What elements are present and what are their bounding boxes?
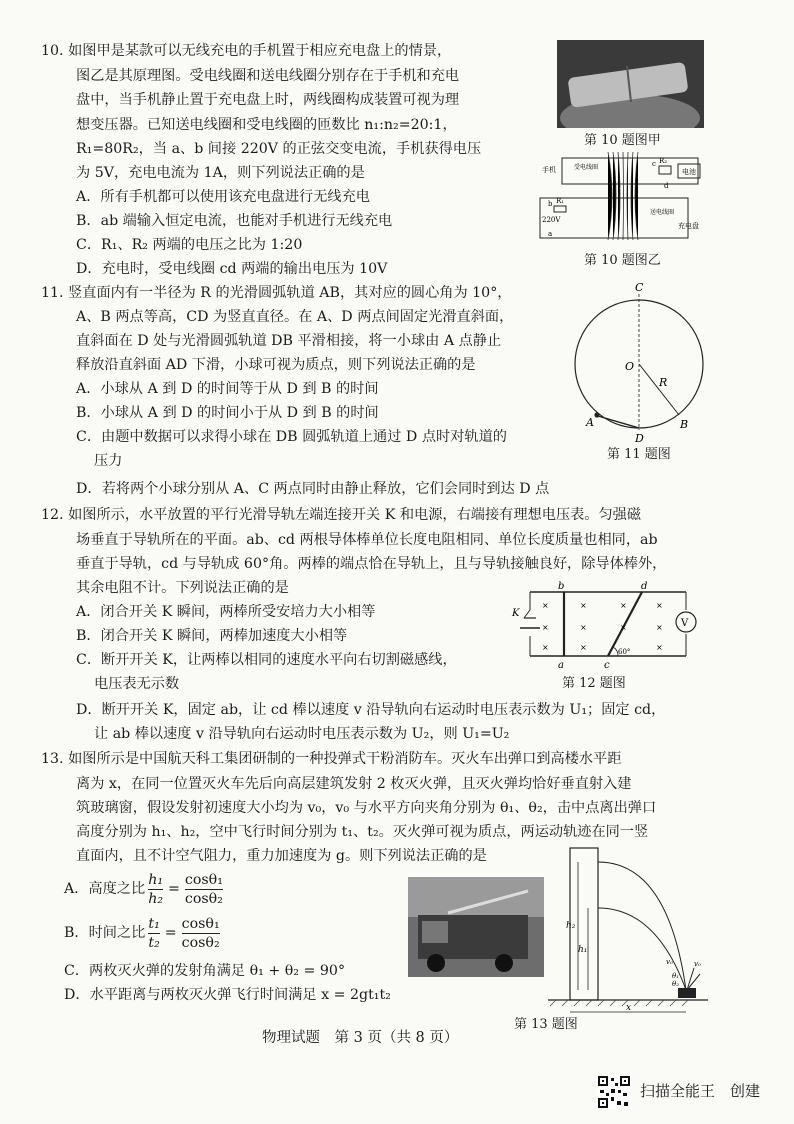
fig-label: h₂ — [566, 921, 576, 931]
q13-option-a: A．高度之比 $\frac{\text{h₁}}{\text{h₂}}$ = $\frac{\text{cosθ₁}}{\text{cosθ₂}}$ — [64, 871, 223, 907]
q12-line: 12. 如图所示，水平放置的平行光滑导轨左端连接开关 K 和电源，右端接有理想电压表。匀强磁 — [41, 507, 642, 523]
fig-label: b — [558, 581, 565, 592]
fig-label: 60° — [618, 648, 631, 656]
q12-option-a: A．闭合开关 K 瞬间，两棒所受安培力大小相等 — [76, 604, 376, 620]
q10-caption-b: 第 10 题图乙 — [584, 253, 661, 268]
q11-line: 直斜面在 D 处与光滑圆弧轨道 DB 平滑相接，将一小球由 A 点静止 — [76, 333, 502, 349]
fig-label: h₁ — [578, 945, 588, 955]
q13-line: 直面内，且不计空气阻力，重力加速度为 g。则下列说法正确的是 — [76, 848, 487, 864]
fraction: $\frac{\text{t₁}}{\text{t₂}}$ — [148, 915, 160, 951]
fig-label: 送电线圈 — [650, 209, 675, 216]
q10-photo-charging-pad — [557, 40, 704, 128]
fig-label: B — [680, 418, 689, 431]
fig-label: 220V — [542, 216, 561, 224]
q11-caption: 第 11 题图 — [607, 447, 671, 462]
q10-option-d: D．充电时，受电线圈 cd 两端的输出电压为 10V — [76, 261, 388, 277]
svg-text:×: × — [580, 623, 587, 632]
fig-label: θ₁ — [672, 972, 680, 980]
q12-option-c-cont: 电压表无示数 — [94, 676, 180, 692]
q13-line: 高度分别为 h₁、h₂，空中飞行时间分别为 t₁、t₂。灭火弹可视为质点，两运动轨迹在同一竖 — [76, 824, 649, 840]
svg-text:×: × — [580, 643, 587, 652]
fig-label: R₁ — [556, 197, 565, 205]
q12-option-d: D．断开开关 K，固定 ab，让 cd 棒以速度 v 沿导轨向右运动时电压表示数为 U₁；固定 cd， — [76, 702, 666, 718]
fraction: $\frac{\text{cosθ₁}}{\text{cosθ₂}}$ — [184, 871, 223, 907]
q11-circle-diagram — [567, 282, 709, 444]
q13-fire-truck-photo — [408, 877, 544, 977]
q10-line: 图乙是其原理图。受电线圈和送电线圈分别存在于手机和充电 — [76, 68, 460, 84]
svg-text:×: × — [656, 601, 663, 610]
fig-label: d — [664, 182, 669, 190]
q13-line: 离为 x，在同一位置灭火车先后向高层建筑发射 2 枚灭火弹，且灭火弹均恰好垂直射入建 — [76, 776, 632, 792]
fig-label: x — [626, 1003, 632, 1013]
fig-label: R — [659, 376, 668, 389]
q12-line: 其余电阻不计。下列说法正确的是 — [76, 580, 289, 596]
q12-rail-diagram — [508, 580, 706, 672]
scanner-watermark: 扫描全能王 创建 — [640, 1082, 761, 1100]
q12-line: 垂直于导轨，cd 与导轨成 60°角。两棒的端点恰在导轨上，且与导轨接触良好，除导体棒外， — [76, 556, 667, 572]
fig-label: K — [512, 608, 520, 619]
page-footer: 物理试题 第 3 页（共 8 页） — [262, 1030, 459, 1046]
q12-option-c: C．断开开关 K，让两棒以相同的速度水平向右切割磁感线， — [76, 652, 457, 668]
fraction: $\frac{\text{h₁}}{\text{h₂}}$ — [148, 871, 164, 907]
fig-label: θ₂ — [672, 980, 680, 988]
q11-line: 释放沿直斜面 AD 下滑，小球可视为质点，则下列说法正确的是 — [76, 357, 476, 373]
q12-option-b: B．闭合开关 K 瞬间，两棒加速度大小相等 — [76, 628, 348, 644]
fig-label: R₂ — [659, 157, 668, 165]
svg-text:×: × — [542, 601, 549, 610]
svg-text:×: × — [580, 601, 587, 610]
fig-label: O — [625, 360, 635, 373]
q13-option-b: B．时间之比 $\frac{\text{t₁}}{\text{t₂}}$ = $\frac{\text{cosθ₁}}{\text{cosθ₂}}$ — [64, 915, 220, 951]
q10-option-c: C．R₁、R₂ 两端的电压之比为 1:20 — [76, 237, 303, 253]
fig-label: a — [558, 660, 564, 671]
q10-option-b: B．ab 端输入恒定电流，也能对手机进行无线充电 — [76, 213, 393, 229]
q10-line: 想变压器。已知送电线圈和受电线圈的匝数比 n₁:n₂=20:1， — [76, 117, 457, 133]
fig-label: 受电线圈 — [574, 164, 599, 171]
svg-text:×: × — [542, 623, 549, 632]
q11-option-b: B．小球从 A 到 D 的时间小于从 D 到 B 的时间 — [76, 405, 379, 421]
q11-option-c-cont: 压力 — [94, 453, 123, 469]
q11-option-c: C．由题中数据可以求得小球在 DB 圆弧轨道上通过 D 点时对轨道的 — [76, 429, 507, 445]
q11-option-d: D．若将两个小球分别从 A、C 两点同时由静止释放，它们会同时到达 D 点 — [76, 481, 550, 497]
q12-caption: 第 12 题图 — [562, 676, 626, 691]
svg-text:×: × — [656, 623, 663, 632]
fig-label: c — [652, 160, 656, 168]
q13-line: 13. 如图所示是中国航天科工集团研制的一种投弹式干粉消防车。灭火车出弹口到高楼水平距 — [41, 751, 622, 767]
q13-option-d: D．水平距离与两枚灭火弹飞行时间满足 x = 2gt₁t₂ — [64, 987, 391, 1003]
fig-label: C — [635, 282, 644, 294]
q12-option-d-cont: 让 ab 棒以速度 v 沿导轨向右运动时电压表示数为 U₂，则 U₁=U₂ — [94, 726, 510, 742]
q10-circuit-diagram — [538, 148, 706, 244]
fig-label: c — [604, 660, 610, 671]
fig-label: 电池 — [682, 168, 696, 176]
q13-option-c: C．两枚灭火弹的发射角满足 θ₁ + θ₂ = 90° — [64, 963, 346, 979]
fig-label: a — [548, 230, 553, 238]
svg-text:×: × — [542, 643, 549, 652]
q13-caption: 第 13 题图 — [514, 1017, 578, 1032]
q13-line: 筑玻璃窗，假设发射初速度大小均为 v₀，v₀ 与水平方向夹角分别为 θ₁、θ₂，击中点离出弹口 — [76, 800, 657, 816]
svg-text:×: × — [656, 643, 663, 652]
q10-option-a: A．所有手机都可以使用该充电盘进行无线充电 — [76, 189, 370, 205]
svg-text:×: × — [620, 601, 627, 610]
fig-label: b — [548, 200, 553, 208]
fig-label: D — [635, 432, 644, 444]
qr-code-icon — [597, 1075, 631, 1109]
voltmeter-label: V — [681, 618, 689, 629]
q11-line: 11. 竖直面内有一半径为 R 的光滑圆弧轨道 AB，其对应的圆心角为 10°， — [41, 285, 512, 301]
fig-label: d — [641, 581, 648, 592]
fig-label: v₀ — [666, 958, 673, 966]
q12-line: 场垂直于导轨所在的平面。ab、cd 两根导体棒单位长度电阻相同、单位长度质量也相同，ab — [76, 532, 658, 548]
q10-line: 10. 如图甲是某款可以无线充电的手机置于相应充电盘上的情景， — [41, 43, 452, 59]
q13-trajectory-diagram — [548, 840, 708, 1018]
fig-label: 充电盘 — [678, 222, 699, 230]
q11-line: A、B 两点等高，CD 为竖直直径。在 A、D 两点间固定光滑直斜面， — [76, 309, 514, 325]
q11-option-a: A．小球从 A 到 D 的时间等于从 D 到 B 的时间 — [76, 381, 379, 397]
fraction: $\frac{\text{cosθ₁}}{\text{cosθ₂}}$ — [181, 915, 220, 951]
q10-line: R₁=80R₂，当 a、b 间接 220V 的正弦交变电流，手机获得电压 — [76, 141, 482, 157]
q10-line: 盘中，当手机静止置于充电盘上时，两线圈构成装置可视为理 — [76, 92, 460, 108]
fig-label: 手机 — [542, 166, 556, 174]
svg-text:×: × — [620, 623, 627, 632]
q10-caption-a: 第 10 题图甲 — [584, 133, 661, 148]
fig-label: A — [586, 416, 594, 429]
fig-label: v₀ — [694, 960, 701, 968]
q10-line: 为 5V，充电电流为 1A，则下列说法正确的是 — [76, 165, 365, 181]
